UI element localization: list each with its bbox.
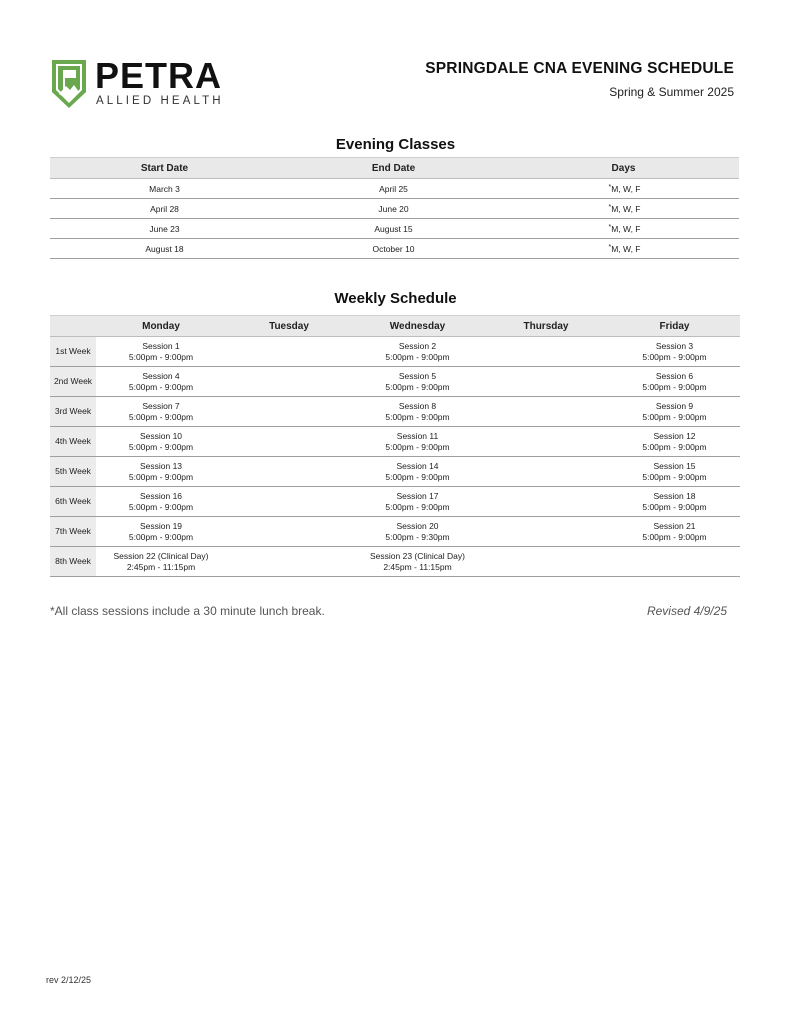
session-cell-thu (483, 337, 609, 367)
session-cell-fri (609, 487, 740, 517)
asterisk-mark: * (608, 203, 612, 211)
session-time: 5:00pm - 9:00pm (128, 381, 194, 392)
session-cell-mon (96, 487, 226, 517)
days-value: M, W, F (611, 183, 641, 194)
session-name: Session 2 (398, 341, 437, 351)
session-name: Session 5 (398, 371, 437, 381)
session-name: Session 11 (396, 431, 439, 441)
lunch-break-footnote: *All class sessions include a 30 minute lunch break. (50, 604, 325, 618)
table-row (50, 239, 739, 259)
session-name: Session 17 (396, 491, 439, 501)
session-name: Session 18 (653, 491, 696, 501)
table-header-row (50, 316, 740, 337)
session-cell-thu (483, 487, 609, 517)
table-row (50, 517, 740, 547)
days-cell (508, 219, 739, 239)
session-cell-fri (609, 397, 740, 427)
session-cell-thu (483, 427, 609, 457)
session-name: Session 23 (Clinical Day) (370, 551, 465, 561)
column-header-wednesday: Wednesday (352, 316, 483, 337)
session-time: 5:00pm - 9:00pm (642, 441, 707, 452)
table-row (50, 457, 740, 487)
asterisk-mark: * (608, 223, 612, 231)
week-label-cell: 8th Week (50, 547, 96, 577)
session-time: 5:00pm - 9:00pm (385, 381, 450, 392)
session-cell-tue (226, 517, 352, 547)
session-cell-tue (226, 367, 352, 397)
session-name: Session 8 (398, 401, 437, 411)
session-cell-mon (96, 397, 226, 427)
session-name: Session 19 (139, 521, 183, 531)
week-label-cell: 1st Week (50, 337, 96, 367)
session-name: Session 15 (653, 461, 696, 471)
session-cell-fri (609, 457, 740, 487)
session-time: 5:00pm - 9:00pm (642, 471, 707, 482)
session-time: 5:00pm - 9:00pm (385, 441, 450, 452)
column-header-days: Days (508, 158, 739, 179)
session-time: 5:00pm - 9:00pm (128, 531, 194, 542)
session-time: 5:00pm - 9:00pm (128, 441, 194, 452)
evening-classes-title: Evening Classes (335, 136, 456, 153)
session-name: Session 9 (655, 401, 694, 411)
session-time: 2:45pm - 11:15pm (383, 561, 452, 572)
session-time: 5:00pm - 9:00pm (642, 411, 707, 422)
column-header-tuesday: Tuesday (226, 316, 352, 337)
session-cell-tue (226, 457, 352, 487)
table-header-row (50, 158, 739, 179)
start-date-cell: June 23 (50, 219, 279, 239)
table-row (50, 427, 740, 457)
session-time: 5:00pm - 9:00pm (128, 471, 194, 482)
days-cell (508, 199, 739, 219)
start-date-cell: March 3 (50, 179, 279, 199)
shield-logo-icon (50, 58, 88, 110)
session-cell-mon (96, 427, 226, 457)
session-cell-mon (96, 517, 226, 547)
session-cell-thu (483, 397, 609, 427)
session-cell-wed (352, 457, 483, 487)
table-row (50, 337, 740, 367)
session-name: Session 22 (Clinical Day) (113, 551, 209, 561)
session-cell-mon (96, 337, 226, 367)
column-header-start-date: Start Date (50, 158, 279, 179)
session-cell-wed (352, 517, 483, 547)
start-date-cell: August 18 (50, 239, 279, 259)
column-header-end-date: End Date (279, 158, 508, 179)
session-name: Session 7 (142, 401, 180, 411)
session-name: Session 14 (396, 461, 439, 471)
session-cell-wed (352, 547, 483, 577)
column-header-week (50, 316, 96, 337)
days-value: M, W, F (611, 223, 641, 234)
days-cell (508, 179, 739, 199)
session-cell-fri (609, 427, 740, 457)
session-cell-wed (352, 337, 483, 367)
table-row (50, 199, 739, 219)
session-cell-tue (226, 547, 352, 577)
logo-wordmark: PETRA (95, 55, 223, 96)
session-name: Session 1 (142, 341, 180, 351)
table-row (50, 219, 739, 239)
weekly-schedule-title: Weekly Schedule (334, 290, 457, 307)
document-subtitle: Spring & Summer 2025 (609, 85, 734, 99)
session-name: Session 16 (139, 491, 183, 501)
session-cell-wed (352, 397, 483, 427)
session-time: 5:00pm - 9:00pm (385, 501, 450, 512)
session-time: 5:00pm - 9:00pm (128, 411, 194, 422)
session-cell-wed (352, 487, 483, 517)
week-label-cell: 3rd Week (50, 397, 96, 427)
session-cell-mon (96, 367, 226, 397)
asterisk-mark: * (608, 243, 612, 251)
session-time: 5:00pm - 9:00pm (642, 501, 707, 512)
column-header-friday: Friday (609, 316, 740, 337)
start-date-cell: April 28 (50, 199, 279, 219)
end-date-cell: June 20 (279, 199, 508, 219)
session-time: 5:00pm - 9:00pm (385, 411, 450, 422)
session-cell-wed (352, 427, 483, 457)
petra-logo (50, 55, 230, 112)
week-label-cell: 7th Week (50, 517, 96, 547)
days-value: M, W, F (611, 243, 641, 254)
end-date-cell: August 15 (279, 219, 508, 239)
column-header-monday: Monday (96, 316, 226, 337)
session-time: 2:45pm - 11:15pm (126, 561, 196, 572)
logo-tagline: ALLIED HEALTH (96, 95, 224, 107)
session-time: 5:00pm - 9:30pm (385, 531, 450, 542)
week-label-cell: 6th Week (50, 487, 96, 517)
session-cell-mon (96, 547, 226, 577)
session-name: Session 3 (655, 341, 694, 351)
session-time: 5:00pm - 9:00pm (642, 531, 707, 542)
session-cell-thu (483, 547, 609, 577)
session-time: 5:00pm - 9:00pm (642, 351, 707, 362)
session-cell-tue (226, 397, 352, 427)
session-name: Session 21 (653, 521, 696, 531)
session-cell-thu (483, 367, 609, 397)
table-row (50, 487, 740, 517)
session-name: Session 10 (139, 431, 183, 441)
session-cell-thu (483, 517, 609, 547)
table-row (50, 367, 740, 397)
session-name: Session 6 (655, 371, 694, 381)
session-cell-fri (609, 367, 740, 397)
session-time: 5:00pm - 9:00pm (128, 501, 194, 512)
table-row (50, 397, 740, 427)
session-time: 5:00pm - 9:00pm (128, 351, 194, 362)
days-cell (508, 239, 739, 259)
session-name: Session 20 (396, 521, 439, 531)
session-cell-wed (352, 367, 483, 397)
session-name: Session 4 (142, 371, 180, 381)
session-name: Session 12 (653, 431, 696, 441)
session-time: 5:00pm - 9:00pm (385, 351, 450, 362)
session-cell-fri (609, 337, 740, 367)
asterisk-mark: * (608, 183, 612, 191)
session-cell-fri (609, 547, 740, 577)
session-cell-thu (483, 457, 609, 487)
session-time: 5:00pm - 9:00pm (385, 471, 450, 482)
week-label-cell: 4th Week (50, 427, 96, 457)
session-name: Session 13 (139, 461, 183, 471)
week-label-cell: 2nd Week (50, 367, 96, 397)
session-cell-tue (226, 487, 352, 517)
document-title: SPRINGDALE CNA EVENING SCHEDULE (425, 60, 734, 77)
week-label-cell: 5th Week (50, 457, 96, 487)
table-row (50, 547, 740, 577)
revised-date: Revised 4/9/25 (646, 604, 727, 618)
session-cell-tue (226, 337, 352, 367)
session-time: 5:00pm - 9:00pm (642, 381, 707, 392)
end-date-cell: April 25 (279, 179, 508, 199)
session-cell-tue (226, 427, 352, 457)
table-row (50, 179, 739, 199)
weekly-schedule-table (50, 315, 740, 577)
evening-classes-table (50, 157, 739, 259)
session-cell-fri (609, 517, 740, 547)
days-value: M, W, F (611, 203, 641, 214)
revision-footer: rev 2/12/25 (46, 975, 92, 985)
session-cell-mon (96, 457, 226, 487)
column-header-thursday: Thursday (483, 316, 609, 337)
end-date-cell: October 10 (279, 239, 508, 259)
